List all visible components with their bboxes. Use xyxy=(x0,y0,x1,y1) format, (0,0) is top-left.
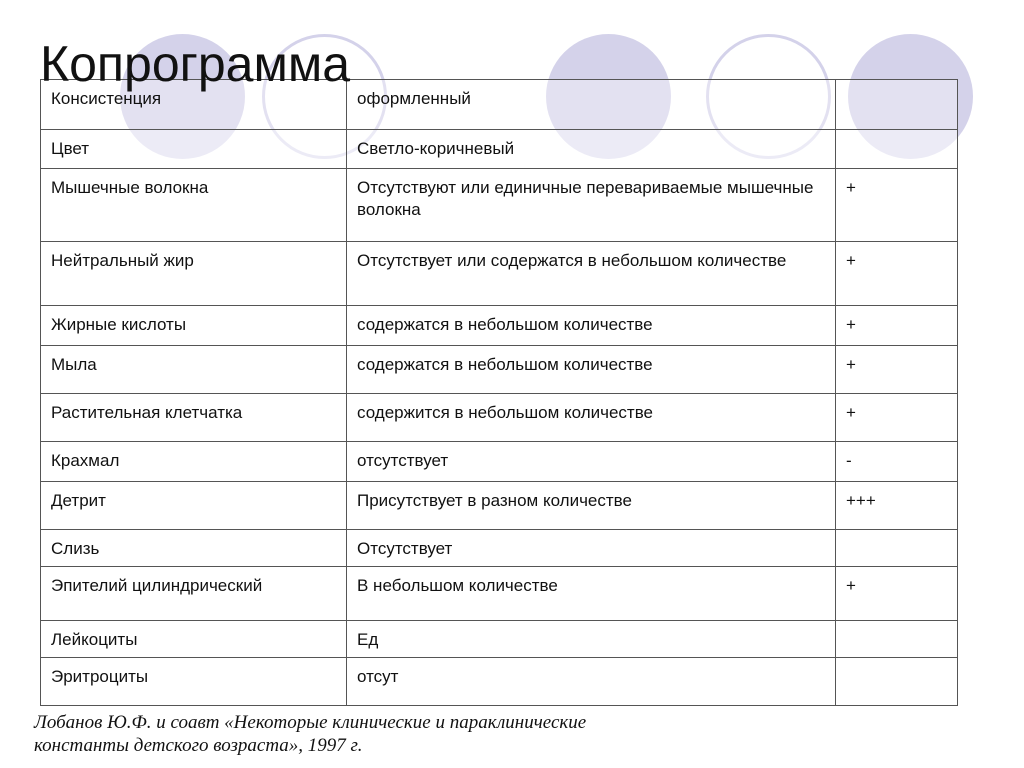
parameter-cell: Слизь xyxy=(41,530,347,567)
norm-cell: содержатся в небольшом количестве xyxy=(347,346,836,394)
table-row xyxy=(41,242,958,306)
mark-cell xyxy=(836,530,958,567)
parameter-cell: Жирные кислоты xyxy=(41,306,347,346)
citation-line-2: константы детского возраста», 1997 г. xyxy=(34,735,363,756)
norm-cell: Светло-коричневый xyxy=(347,130,836,169)
parameter-cell: Нейтральный жир xyxy=(41,242,347,306)
table-row xyxy=(41,346,958,394)
mark-cell: + xyxy=(836,306,958,346)
table-row xyxy=(41,658,958,706)
table-row xyxy=(41,442,958,482)
mark-cell: + xyxy=(836,394,958,442)
parameter-cell: Лейкоциты xyxy=(41,621,347,658)
mark-cell: + xyxy=(836,346,958,394)
norm-cell: Отсутствуют или единичные перевариваемые мышечные волокна xyxy=(347,169,836,242)
norm-cell: содержится в небольшом количестве xyxy=(347,394,836,442)
table-row xyxy=(41,482,958,530)
mark-cell: - xyxy=(836,442,958,482)
norm-cell: Ед xyxy=(347,621,836,658)
mark-cell: + xyxy=(836,169,958,242)
table-row xyxy=(41,130,958,169)
parameter-cell: Консистенция xyxy=(41,80,347,130)
parameter-cell: Растительная клетчатка xyxy=(41,394,347,442)
parameter-cell: Цвет xyxy=(41,130,347,169)
mark-cell: + xyxy=(836,567,958,621)
norm-cell: Отсутствует или содержатся в небольшом количестве xyxy=(347,242,836,306)
mark-cell xyxy=(836,658,958,706)
mark-cell xyxy=(836,621,958,658)
mark-cell: +++ xyxy=(836,482,958,530)
mark-cell xyxy=(836,80,958,130)
mark-cell xyxy=(836,130,958,169)
norm-cell: содержатся в небольшом количестве xyxy=(347,306,836,346)
table-row xyxy=(41,169,958,242)
norm-cell: оформленный xyxy=(347,80,836,130)
table-row xyxy=(41,567,958,621)
norm-cell: Присутствует в разном количестве xyxy=(347,482,836,530)
mark-cell: + xyxy=(836,242,958,306)
norm-cell: Отсутствует xyxy=(347,530,836,567)
table-row xyxy=(41,306,958,346)
citation-line-1: Лобанов Ю.Ф. и соавт «Некоторые клинические и параклинические xyxy=(34,712,587,733)
coprogram-table xyxy=(40,79,958,706)
norm-cell: отсутствует xyxy=(347,442,836,482)
parameter-cell: Эритроциты xyxy=(41,658,347,706)
table-row xyxy=(41,530,958,567)
parameter-cell: Детрит xyxy=(41,482,347,530)
source-citation xyxy=(34,711,994,757)
parameter-cell: Крахмал xyxy=(41,442,347,482)
norm-cell: В небольшом количестве xyxy=(347,567,836,621)
norm-cell: отсут xyxy=(347,658,836,706)
parameter-cell: Мышечные волокна xyxy=(41,169,347,242)
slide-title: Копрограмма xyxy=(40,36,351,92)
parameter-cell: Эпителий цилиндрический xyxy=(41,567,347,621)
parameter-cell: Мыла xyxy=(41,346,347,394)
table-row xyxy=(41,621,958,658)
table-row xyxy=(41,394,958,442)
